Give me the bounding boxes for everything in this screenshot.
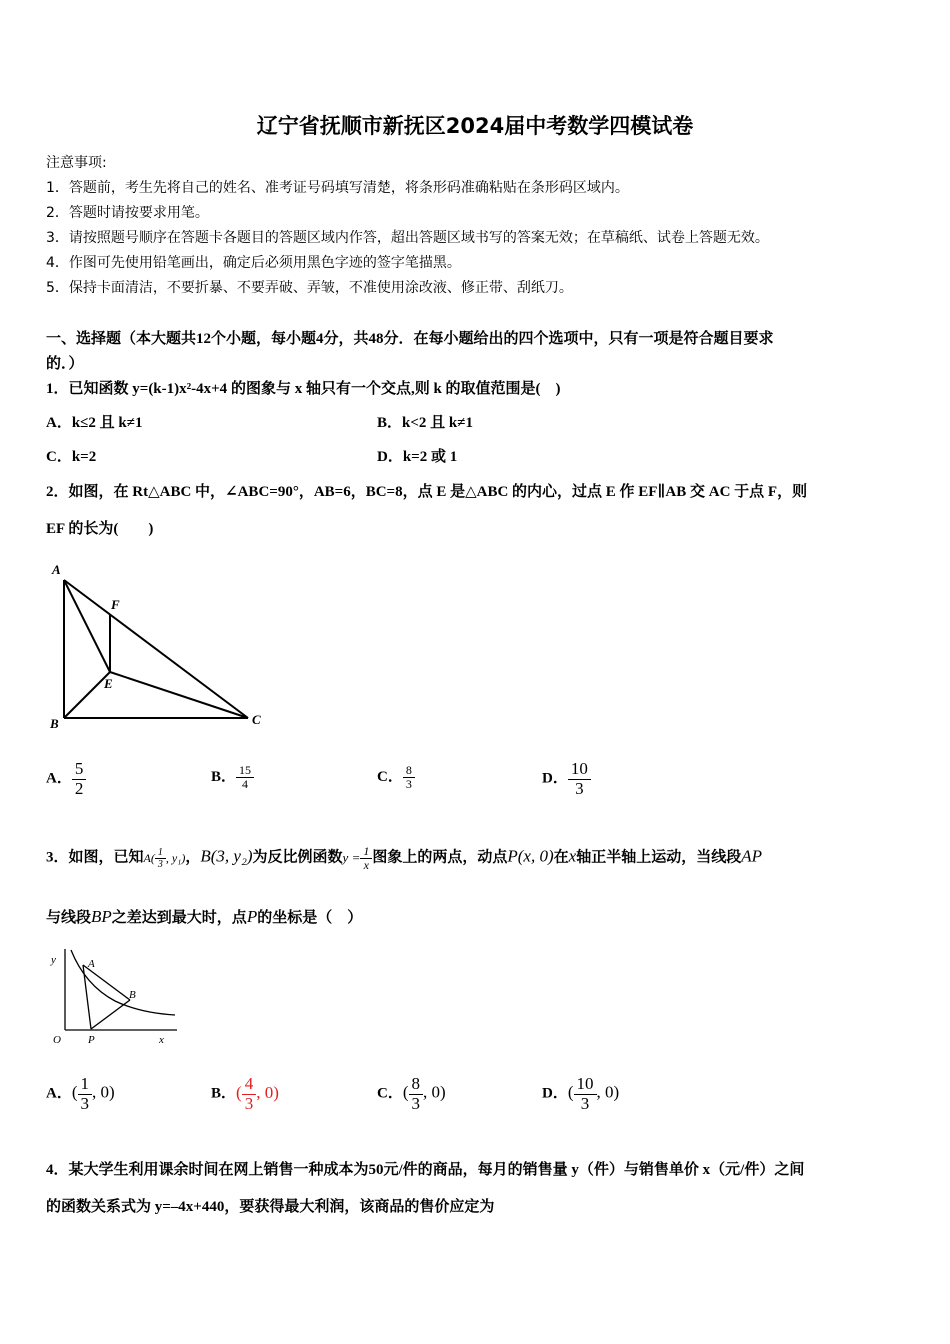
note-item-5: 5．保持卡面清洁，不要折暴、不要弄破、弄皱，不准使用涂改液、修正带、刮纸刀。 [46, 280, 573, 296]
q2-option-d-fraction: $\frac{10}{3}$ [568, 760, 591, 798]
q2-label-b: B [50, 716, 59, 731]
q1-function: y=(k-1)x²-4x+4 [132, 381, 228, 397]
q3-point-a: A( $\frac{1}{3}$ , y₁) [143, 847, 186, 871]
q3-function: y = $\frac{1}{x}$ [343, 850, 373, 865]
q2-option-a-fraction: $\frac{5}{2}$ [72, 760, 87, 798]
q2-label-f: F [111, 597, 120, 612]
q2-option-b-fraction: $\frac{15}{4}$ [236, 764, 254, 791]
note-item-4: 4．作图可先使用铅笔画出，确定后必须用黑色字迹的签字笔描黑。 [46, 255, 461, 271]
q3-label-x: x [159, 1034, 164, 1046]
q2-label-e: E [104, 676, 113, 691]
section-heading-line1: 一、选择题（本大题共12个小题，每小题4分，共48分．在每小题给出的四个选项中，只有一项是符合题目要求 [46, 331, 774, 347]
q3-label-a: A [88, 958, 95, 970]
q3-option-c[interactable]: C．( $\frac{8}{3}$ , 0) [377, 1074, 446, 1113]
q1-option-a[interactable]: A．k≤2 且 k≠1 [46, 415, 143, 431]
q3-graph-figure [45, 945, 185, 1045]
q1-prefix: 1．已知函数 [46, 381, 133, 397]
section-heading-line2: 的．） [46, 356, 84, 372]
q2-option-a[interactable]: A． $\frac{5}{2}$ [46, 760, 86, 798]
q2-label-a: A [52, 562, 61, 577]
q3-option-d[interactable]: D．( $\frac{10}{3}$ , 0) [542, 1074, 620, 1113]
question-3-line1: 3．如图，已知A( $\frac{1}{3}$ , y₁)，B(3, y₂)为反比例函数y = $\frac{1}{x}$ 图象上的两点，动点P(x, 0)在x轴正半轴上运动，当线段AP [46, 844, 762, 873]
q3-option-b-highlighted-answer: ( $\frac{4}{3}$ , 0) [236, 1074, 279, 1113]
question-3-line2: 与线段BP之差达到最大时，点P的坐标是（ ） [46, 907, 363, 926]
note-item-3: 3．请按照题号顺序在答题卡各题目的答题区域内作答，超出答题区域书写的答案无效；在草稿纸、试卷上答题无效。 [46, 230, 769, 246]
q2-option-c[interactable]: C． $\frac{8}{3}$ [377, 764, 415, 791]
q3-label-o: O [53, 1034, 61, 1046]
q3-point-b: B(3, y₂) [200, 846, 253, 866]
q3-label-y: y [51, 954, 56, 966]
q3-label-p: P [88, 1034, 95, 1046]
q2-label-c: C [252, 712, 261, 727]
question-1 [46, 377, 561, 398]
notes-heading: 注意事项: [46, 155, 107, 171]
question-4-line1: 4．某大学生利用课余时间在网上销售一种成本为50元/件的商品，每月的销售量 y（件）与销售单价 x（元/件）之间 [46, 1162, 805, 1178]
q2-option-c-fraction: $\frac{8}{3}$ [403, 764, 415, 791]
question-2-line2: EF 的长为( ) [46, 521, 154, 537]
q1-option-c[interactable]: C．k=2 [46, 449, 97, 465]
q2-option-b[interactable]: B． $\frac{15}{4}$ [211, 764, 254, 791]
exam-title: 辽宁省抚顺市新抚区2024届中考数学四模试卷 [256, 114, 694, 138]
q3-point-p: P(x, 0) [507, 846, 554, 866]
q1-option-b[interactable]: B．k<2 且 k≠1 [377, 415, 473, 431]
question-2-line1: 2．如图，在 Rt△ABC 中，∠ABC=90°，AB=6，BC=8，点 E 是△ABC 的内心，过点 E 作 EF∥AB 交 AC 于点 F，则 [46, 484, 808, 500]
q1-option-d[interactable]: D．k=2 或 1 [377, 449, 458, 465]
q2-option-d[interactable]: D． $\frac{10}{3}$ [542, 760, 591, 798]
q1-suffix: 的图象与 x 轴只有一个交点,则 k 的取值范围是( ) [227, 381, 561, 397]
q3-option-a[interactable]: A．( $\frac{1}{3}$ , 0) [46, 1074, 115, 1113]
q3-option-b[interactable]: B．( $\frac{4}{3}$ , 0) [211, 1074, 279, 1113]
q3-label-b: B [129, 989, 136, 1001]
note-item-1: 1．答题前，考生先将自己的姓名、准考证号码填写清楚，将条形码准确粘贴在条形码区域内。 [46, 180, 629, 196]
question-4-line2: 的函数关系式为 y=–4x+440，要获得最大利润，该商品的售价应定为 [46, 1199, 495, 1215]
note-item-2: 2．答题时请按要求用笔。 [46, 205, 209, 221]
q2-triangle-figure [40, 560, 280, 740]
